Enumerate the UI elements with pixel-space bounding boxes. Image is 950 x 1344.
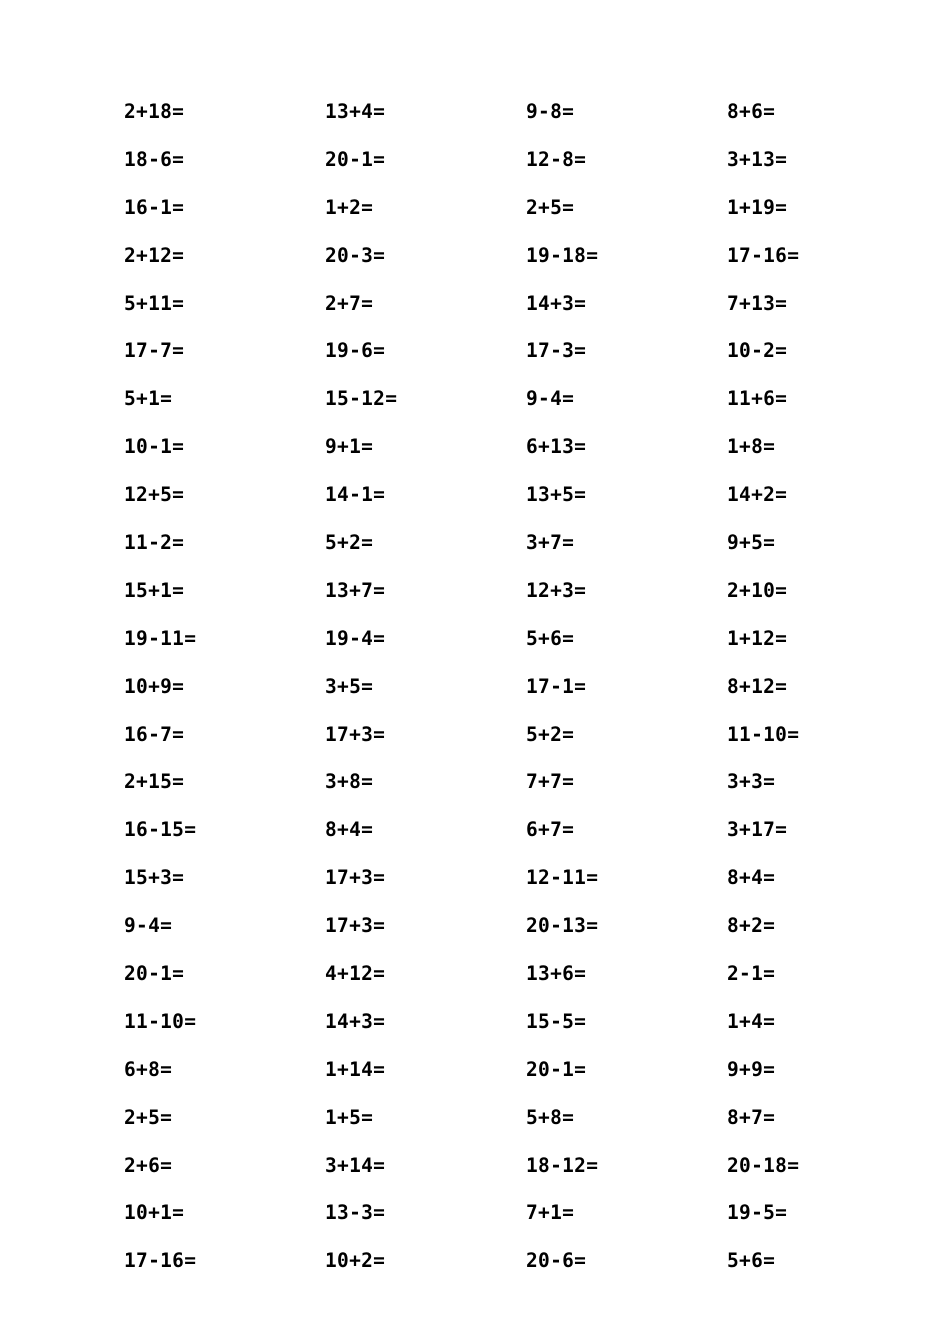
problem-column-2 <box>325 97 525 1294</box>
problem-column-3 <box>526 97 726 1294</box>
math-problem: 19-18= <box>526 243 599 267</box>
math-problem: 3+8= <box>325 770 374 794</box>
math-problem: 1+5= <box>325 1105 374 1129</box>
math-problem: 13+5= <box>526 483 587 507</box>
math-problem: 19-4= <box>325 626 386 650</box>
math-problem: 14-1= <box>325 483 386 507</box>
math-problem: 20-6= <box>526 1249 587 1273</box>
math-problem: 20-3= <box>325 243 386 267</box>
math-problem: 2+15= <box>124 770 185 794</box>
math-problem: 7+1= <box>526 1201 575 1225</box>
math-problem: 16-7= <box>124 722 185 746</box>
math-problem: 17-1= <box>526 674 587 698</box>
math-problem: 5+1= <box>124 387 173 411</box>
math-problem: 1+2= <box>325 195 374 219</box>
math-problem: 9-4= <box>124 914 173 938</box>
math-problem: 8+7= <box>727 1105 776 1129</box>
math-problem: 14+3= <box>526 291 587 315</box>
math-problem: 2+12= <box>124 243 185 267</box>
math-problem: 6+13= <box>526 435 587 459</box>
math-problem: 2+5= <box>124 1105 173 1129</box>
math-problem: 17+3= <box>325 914 386 938</box>
math-problem: 3+7= <box>526 531 575 555</box>
math-problem: 9+1= <box>325 435 374 459</box>
math-problem: 8+4= <box>325 818 374 842</box>
math-problem: 8+12= <box>727 674 788 698</box>
math-problem: 8+6= <box>727 100 776 123</box>
math-problem: 17-7= <box>124 339 185 363</box>
math-problem: 12-8= <box>526 147 587 171</box>
math-problem: 2+7= <box>325 291 374 315</box>
math-problem: 9-8= <box>526 100 575 123</box>
math-problem: 17+3= <box>325 722 386 746</box>
math-problem: 17-3= <box>526 339 587 363</box>
math-problem: 8+4= <box>727 866 776 890</box>
math-problem: 4+12= <box>325 962 386 986</box>
math-problem: 5+8= <box>526 1105 575 1129</box>
math-problem: 5+2= <box>526 722 575 746</box>
math-problem: 12-11= <box>526 866 599 890</box>
math-problem: 7+13= <box>727 291 788 315</box>
math-problem: 12+5= <box>124 483 185 507</box>
math-problem: 19-6= <box>325 339 386 363</box>
math-problem: 6+8= <box>124 1057 173 1081</box>
math-problem: 14+3= <box>325 1009 386 1033</box>
math-problem: 9-4= <box>526 387 575 411</box>
math-problem: 17-16= <box>124 1249 197 1273</box>
math-problem: 3+14= <box>325 1153 386 1177</box>
math-problem: 18-12= <box>526 1153 599 1177</box>
math-problem: 11-10= <box>727 722 800 746</box>
math-problem: 2+6= <box>124 1153 173 1177</box>
math-problem: 15-5= <box>526 1009 587 1033</box>
math-problem: 2+18= <box>124 100 185 123</box>
math-problem: 11+6= <box>727 387 788 411</box>
math-problem: 17+3= <box>325 866 386 890</box>
math-problem: 2-1= <box>727 962 776 986</box>
math-problem: 1+19= <box>727 195 788 219</box>
math-problem: 6+7= <box>526 818 575 842</box>
math-problem: 20-1= <box>526 1057 587 1081</box>
math-problem: 3+5= <box>325 674 374 698</box>
math-problem: 19-11= <box>124 626 197 650</box>
math-problem: 20-13= <box>526 914 599 938</box>
math-problem: 13+7= <box>325 578 386 602</box>
math-problem: 1+12= <box>727 626 788 650</box>
math-problem: 15+1= <box>124 578 185 602</box>
math-problem: 11-10= <box>124 1009 197 1033</box>
math-problem: 5+2= <box>325 531 374 555</box>
math-problem: 14+2= <box>727 483 788 507</box>
problem-column-1 <box>124 97 324 1294</box>
math-problem: 17-16= <box>727 243 800 267</box>
math-problem: 9+5= <box>727 531 776 555</box>
math-problem: 19-5= <box>727 1201 788 1225</box>
math-problem: 10+2= <box>325 1249 386 1273</box>
math-problem: 13+4= <box>325 100 386 123</box>
math-problem: 1+8= <box>727 435 776 459</box>
math-problem: 20-18= <box>727 1153 800 1177</box>
math-problem: 10+1= <box>124 1201 185 1225</box>
math-problem: 20-1= <box>325 147 386 171</box>
math-problem: 13-3= <box>325 1201 386 1225</box>
math-problem: 5+11= <box>124 291 185 315</box>
math-problem: 18-6= <box>124 147 185 171</box>
math-problem: 10-2= <box>727 339 788 363</box>
math-problem: 11-2= <box>124 531 185 555</box>
math-problem: 2+10= <box>727 578 788 602</box>
math-problem: 15+3= <box>124 866 185 890</box>
math-problem: 3+17= <box>727 818 788 842</box>
math-problem: 15-12= <box>325 387 398 411</box>
math-problem: 3+3= <box>727 770 776 794</box>
math-problem: 8+2= <box>727 914 776 938</box>
math-problem: 9+9= <box>727 1057 776 1081</box>
math-problem: 12+3= <box>526 578 587 602</box>
math-problem: 20-1= <box>124 962 185 986</box>
math-problem: 5+6= <box>727 1249 776 1273</box>
math-problem: 3+13= <box>727 147 788 171</box>
math-problem: 10+9= <box>124 674 185 698</box>
math-problem: 1+14= <box>325 1057 386 1081</box>
math-problem: 16-15= <box>124 818 197 842</box>
math-problem: 5+6= <box>526 626 575 650</box>
math-problem: 13+6= <box>526 962 587 986</box>
math-problem: 10-1= <box>124 435 185 459</box>
math-problem: 1+4= <box>727 1009 776 1033</box>
math-problem: 2+5= <box>526 195 575 219</box>
math-problem: 16-1= <box>124 195 185 219</box>
math-problem: 7+7= <box>526 770 575 794</box>
problem-column-4 <box>727 97 927 1294</box>
